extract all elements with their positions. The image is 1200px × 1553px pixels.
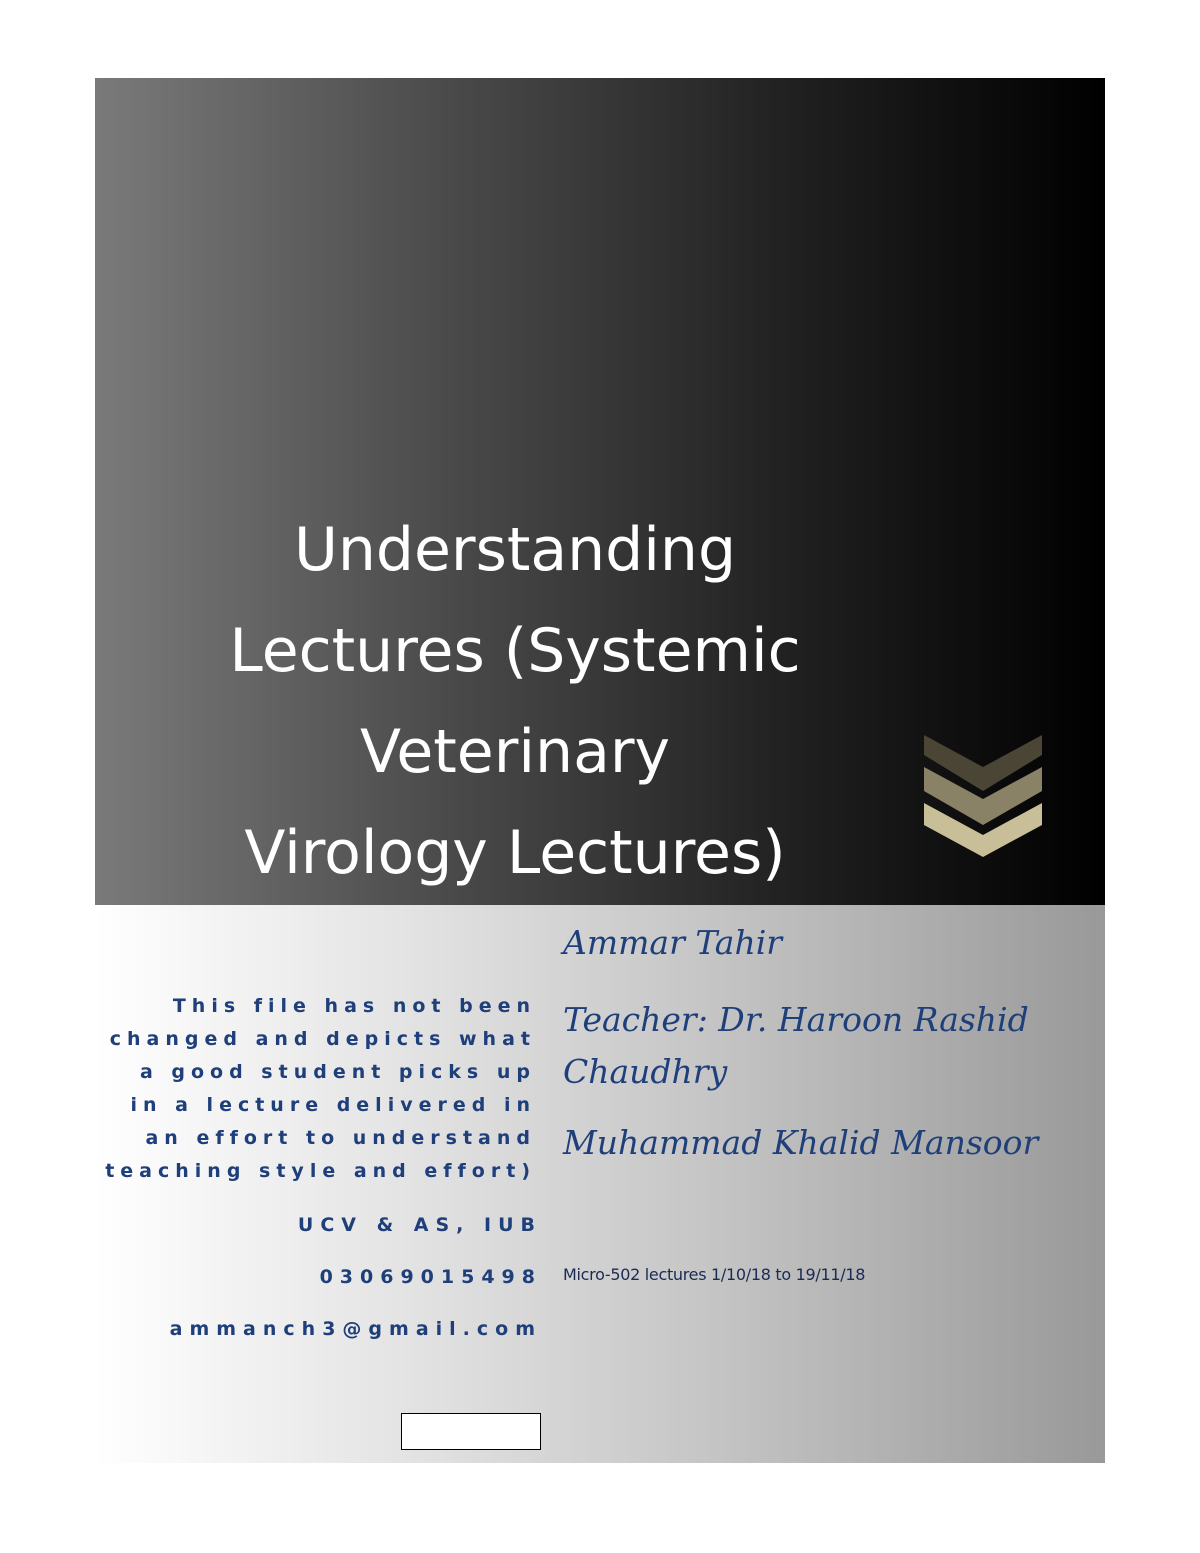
coauthor-name: Muhammad Khalid Mansoor xyxy=(563,1123,1039,1162)
email-address: ammanch3@gmail.com xyxy=(169,1318,542,1340)
file-description: This file has not been changed and depicts what a good student picks up in a lecture delivered in an effort to understand teaching style and effort) xyxy=(105,995,536,1182)
authors-column xyxy=(563,918,1083,1168)
title-line: Virology Lectures) xyxy=(244,818,786,888)
title-line: Understanding xyxy=(293,515,737,585)
title-line: Lectures (Systemic xyxy=(229,616,801,686)
teacher-name: Teacher: Dr. Haroon Rashid Chaudhry xyxy=(563,1000,1029,1091)
contact-column xyxy=(100,990,542,1342)
cover-title xyxy=(170,500,860,904)
empty-text-box xyxy=(401,1413,541,1450)
phone-number: 03069015498 xyxy=(319,1266,542,1288)
author-name: Ammar Tahir xyxy=(563,923,783,962)
title-line: Veterinary xyxy=(359,717,671,787)
course-info: Micro-502 lectures 1/10/18 to 19/11/18 xyxy=(563,1265,866,1284)
institution-text: UCV & AS, IUB xyxy=(297,1214,542,1236)
chevron-stack-icon xyxy=(922,733,1044,859)
